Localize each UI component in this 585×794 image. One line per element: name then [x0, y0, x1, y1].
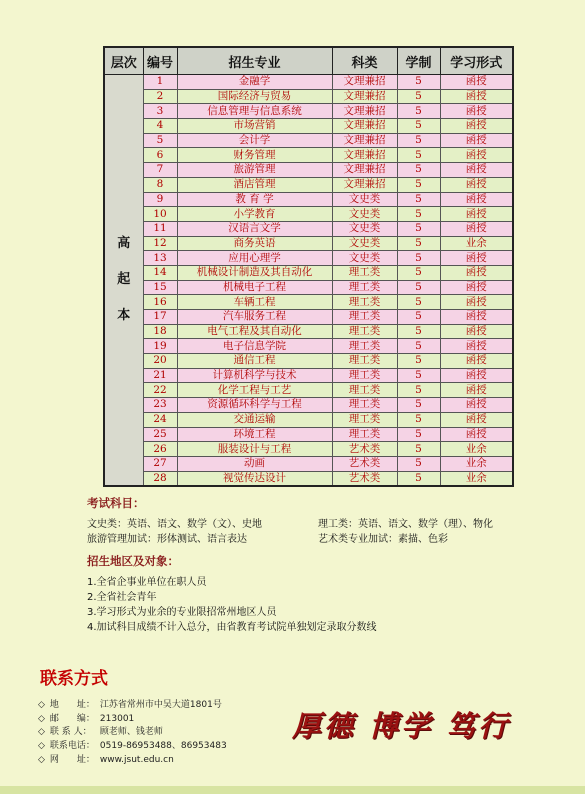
contact-label: 联系电话：: [49, 741, 95, 751]
row-major: 交通运输: [177, 412, 332, 427]
row-number: 24: [143, 412, 177, 427]
row-major: 应用心理学: [177, 251, 332, 266]
row-category: 文史类: [332, 192, 397, 207]
region-item: 3.学习形式为业余的专业限招常州地区人员: [87, 607, 277, 618]
row-number: 2: [143, 89, 177, 104]
row-years: 5: [397, 442, 440, 457]
contact-label: 网 址：: [49, 755, 95, 765]
row-category: 艺术类: [332, 442, 397, 457]
row-study-form: 函授: [440, 412, 513, 427]
row-years: 5: [397, 324, 440, 339]
row-number: 10: [143, 207, 177, 222]
row-years: 5: [397, 89, 440, 104]
row-study-form: 函授: [440, 265, 513, 280]
row-category: 文史类: [332, 221, 397, 236]
row-years: 5: [397, 383, 440, 398]
table-row: [104, 75, 513, 90]
row-category: 理工类: [332, 398, 397, 413]
row-category: 文理兼招: [332, 104, 397, 119]
row-major: 电子信息学院: [177, 339, 332, 354]
row-major: 机械设计制造及其自动化: [177, 265, 332, 280]
row-category: 文理兼招: [332, 148, 397, 163]
row-number: 14: [143, 265, 177, 280]
row-number: 13: [143, 251, 177, 266]
row-years: 5: [397, 148, 440, 163]
row-study-form: 函授: [440, 221, 513, 236]
table-row: [104, 265, 513, 280]
table-row: [104, 295, 513, 310]
level-cell: [104, 75, 143, 487]
row-category: 理工类: [332, 354, 397, 369]
row-major: 商务英语: [177, 236, 332, 251]
row-years: 5: [397, 368, 440, 383]
table-row: [104, 148, 513, 163]
contact-label: 地 址：: [49, 700, 95, 710]
header-category: 科类: [332, 47, 397, 75]
row-number: 16: [143, 295, 177, 310]
row-study-form: 函授: [440, 148, 513, 163]
table-row: [104, 442, 513, 457]
row-years: 5: [397, 280, 440, 295]
row-study-form: 函授: [440, 75, 513, 90]
row-study-form: 函授: [440, 324, 513, 339]
header-major: 招生专业: [177, 47, 332, 75]
row-category: 文史类: [332, 207, 397, 222]
row-category: 理工类: [332, 324, 397, 339]
row-number: 12: [143, 236, 177, 251]
level-char: 起: [117, 272, 131, 288]
row-number: 19: [143, 339, 177, 354]
row-study-form: 函授: [440, 339, 513, 354]
contact-label: 邮 编：: [49, 714, 95, 724]
table-row: [104, 383, 513, 398]
table-row: [104, 236, 513, 251]
row-study-form: 函授: [440, 280, 513, 295]
row-number: 23: [143, 398, 177, 413]
row-number: 27: [143, 456, 177, 471]
table-row: [104, 119, 513, 134]
row-major: 旅游管理: [177, 163, 332, 178]
table-row: [104, 471, 513, 486]
table-row: [104, 133, 513, 148]
row-years: 5: [397, 412, 440, 427]
row-major: 金融学: [177, 75, 332, 90]
row-number: 6: [143, 148, 177, 163]
row-years: 5: [397, 236, 440, 251]
row-major: 电气工程及其自动化: [177, 324, 332, 339]
table-header-row: [104, 47, 513, 75]
contact-address: [38, 697, 222, 710]
table-row: [104, 207, 513, 222]
row-number: 9: [143, 192, 177, 207]
table-row: [104, 354, 513, 369]
region-item: 1.全省企事业单位在职人员: [87, 577, 207, 588]
row-study-form: 函授: [440, 310, 513, 325]
row-category: 理工类: [332, 412, 397, 427]
row-number: 26: [143, 442, 177, 457]
diamond-bullet-icon: ◇: [38, 727, 45, 737]
row-years: 5: [397, 427, 440, 442]
row-category: 文理兼招: [332, 177, 397, 192]
row-major: 信息管理与信息系统: [177, 104, 332, 119]
row-years: 5: [397, 456, 440, 471]
row-category: 理工类: [332, 427, 397, 442]
row-number: 11: [143, 221, 177, 236]
row-number: 17: [143, 310, 177, 325]
table-row: [104, 251, 513, 266]
row-major: 财务管理: [177, 148, 332, 163]
row-study-form: 业余: [440, 456, 513, 471]
row-category: 文理兼招: [332, 119, 397, 134]
row-number: 18: [143, 324, 177, 339]
exam-li: 理工类：英语、语文、数学（理）、物化: [318, 519, 493, 530]
contact-title: 联系方式: [40, 669, 108, 689]
row-number: 21: [143, 368, 177, 383]
row-category: 理工类: [332, 295, 397, 310]
row-number: 15: [143, 280, 177, 295]
row-major: 资源循环科学与工程: [177, 398, 332, 413]
exam-lvyou: 旅游管理加试：形体测试、语言表达: [87, 534, 247, 545]
diamond-bullet-icon: ◇: [38, 700, 45, 710]
row-years: 5: [397, 295, 440, 310]
row-major: 国际经济与贸易: [177, 89, 332, 104]
header-study-form: 学习形式: [440, 47, 513, 75]
table-row: [104, 412, 513, 427]
row-number: 25: [143, 427, 177, 442]
table-row: [104, 177, 513, 192]
contact-value: 213001: [99, 714, 135, 724]
row-major: 机械电子工程: [177, 280, 332, 295]
contact-value: 0519-86953488、86953483: [99, 741, 227, 751]
table-row: [104, 163, 513, 178]
table-row: [104, 339, 513, 354]
row-major: 汉语言文学: [177, 221, 332, 236]
bottom-decor-stripe: [0, 786, 585, 794]
row-years: 5: [397, 133, 440, 148]
row-study-form: 业余: [440, 236, 513, 251]
header-years: 学制: [397, 47, 440, 75]
row-major: 服装设计与工程: [177, 442, 332, 457]
row-years: 5: [397, 339, 440, 354]
row-study-form: 函授: [440, 398, 513, 413]
row-number: 20: [143, 354, 177, 369]
row-study-form: 函授: [440, 177, 513, 192]
header-level: 层次: [104, 47, 143, 75]
header-number: 编号: [143, 47, 177, 75]
row-major: 会计学: [177, 133, 332, 148]
row-category: 文理兼招: [332, 163, 397, 178]
diamond-bullet-icon: ◇: [38, 755, 45, 765]
table-row: [104, 310, 513, 325]
row-study-form: 函授: [440, 251, 513, 266]
row-years: 5: [397, 310, 440, 325]
exam-section-title: 考试科目：: [87, 496, 145, 510]
diamond-bullet-icon: ◇: [38, 741, 45, 751]
row-study-form: 函授: [440, 119, 513, 134]
row-study-form: 函授: [440, 192, 513, 207]
row-category: 理工类: [332, 280, 397, 295]
contact-postcode: [38, 711, 134, 724]
row-study-form: 函授: [440, 133, 513, 148]
row-study-form: 函授: [440, 295, 513, 310]
level-char: 本: [117, 308, 131, 324]
row-years: 5: [397, 163, 440, 178]
row-study-form: 函授: [440, 368, 513, 383]
row-years: 5: [397, 207, 440, 222]
row-years: 5: [397, 75, 440, 90]
exam-wen: 文史类：英语、语文、数学（文）、史地: [87, 519, 262, 530]
row-number: 5: [143, 133, 177, 148]
row-category: 文理兼招: [332, 75, 397, 90]
row-years: 5: [397, 265, 440, 280]
row-number: 8: [143, 177, 177, 192]
row-number: 7: [143, 163, 177, 178]
row-study-form: 函授: [440, 354, 513, 369]
row-years: 5: [397, 221, 440, 236]
diamond-bullet-icon: ◇: [38, 714, 45, 724]
row-category: 理工类: [332, 383, 397, 398]
level-char: 高: [117, 236, 131, 252]
row-major: 市场营销: [177, 119, 332, 134]
row-years: 5: [397, 471, 440, 486]
contact-value: 江苏省常州市中吴大道1801号: [99, 700, 222, 710]
region-section-title: 招生地区及对象：: [87, 554, 179, 568]
website-link[interactable]: www.jsut.edu.cn: [99, 755, 174, 765]
row-major: 教 育 学: [177, 192, 332, 207]
row-number: 28: [143, 471, 177, 486]
row-major: 环境工程: [177, 427, 332, 442]
contact-website: [38, 752, 174, 765]
row-category: 理工类: [332, 368, 397, 383]
contact-label: 联 系 人：: [49, 727, 92, 737]
table-row: [104, 104, 513, 119]
row-years: 5: [397, 119, 440, 134]
row-category: 理工类: [332, 265, 397, 280]
region-item: 4.加试科目成绩不计入总分，由省教育考试院单独划定录取分数线: [87, 622, 377, 633]
row-number: 22: [143, 383, 177, 398]
table-row: [104, 221, 513, 236]
row-study-form: 函授: [440, 163, 513, 178]
region-item: 2.全省社会青年: [87, 592, 157, 603]
enrollment-table: [103, 46, 514, 487]
table-row: [104, 427, 513, 442]
contact-phone: [38, 738, 227, 751]
table-row: [104, 398, 513, 413]
row-study-form: 函授: [440, 89, 513, 104]
row-years: 5: [397, 104, 440, 119]
row-study-form: 业余: [440, 442, 513, 457]
row-category: 艺术类: [332, 471, 397, 486]
row-category: 文理兼招: [332, 133, 397, 148]
row-study-form: 函授: [440, 383, 513, 398]
row-category: 文史类: [332, 236, 397, 251]
row-major: 动画: [177, 456, 332, 471]
exam-yishu: 艺术类专业加试：素描、色彩: [318, 534, 448, 545]
row-years: 5: [397, 354, 440, 369]
table-row: [104, 192, 513, 207]
row-study-form: 函授: [440, 104, 513, 119]
table-row: [104, 89, 513, 104]
contact-value: 顾老师、钱老师: [99, 727, 163, 737]
row-major: 汽车服务工程: [177, 310, 332, 325]
row-category: 艺术类: [332, 456, 397, 471]
row-years: 5: [397, 192, 440, 207]
row-major: 酒店管理: [177, 177, 332, 192]
row-major: 通信工程: [177, 354, 332, 369]
row-major: 车辆工程: [177, 295, 332, 310]
table-row: [104, 456, 513, 471]
contact-person: [38, 724, 163, 737]
row-major: 视觉传达设计: [177, 471, 332, 486]
table-row: [104, 368, 513, 383]
row-category: 理工类: [332, 339, 397, 354]
row-years: 5: [397, 177, 440, 192]
row-years: 5: [397, 251, 440, 266]
row-number: 1: [143, 75, 177, 90]
row-number: 4: [143, 119, 177, 134]
table-row: [104, 324, 513, 339]
school-motto: 厚德 博学 笃行: [292, 709, 511, 743]
row-study-form: 函授: [440, 207, 513, 222]
row-number: 3: [143, 104, 177, 119]
row-major: 计算机科学与技术: [177, 368, 332, 383]
row-major: 小学教育: [177, 207, 332, 222]
table-row: [104, 280, 513, 295]
row-category: 理工类: [332, 310, 397, 325]
row-category: 文理兼招: [332, 89, 397, 104]
row-category: 文史类: [332, 251, 397, 266]
row-study-form: 业余: [440, 471, 513, 486]
row-years: 5: [397, 398, 440, 413]
row-major: 化学工程与工艺: [177, 383, 332, 398]
row-study-form: 函授: [440, 427, 513, 442]
